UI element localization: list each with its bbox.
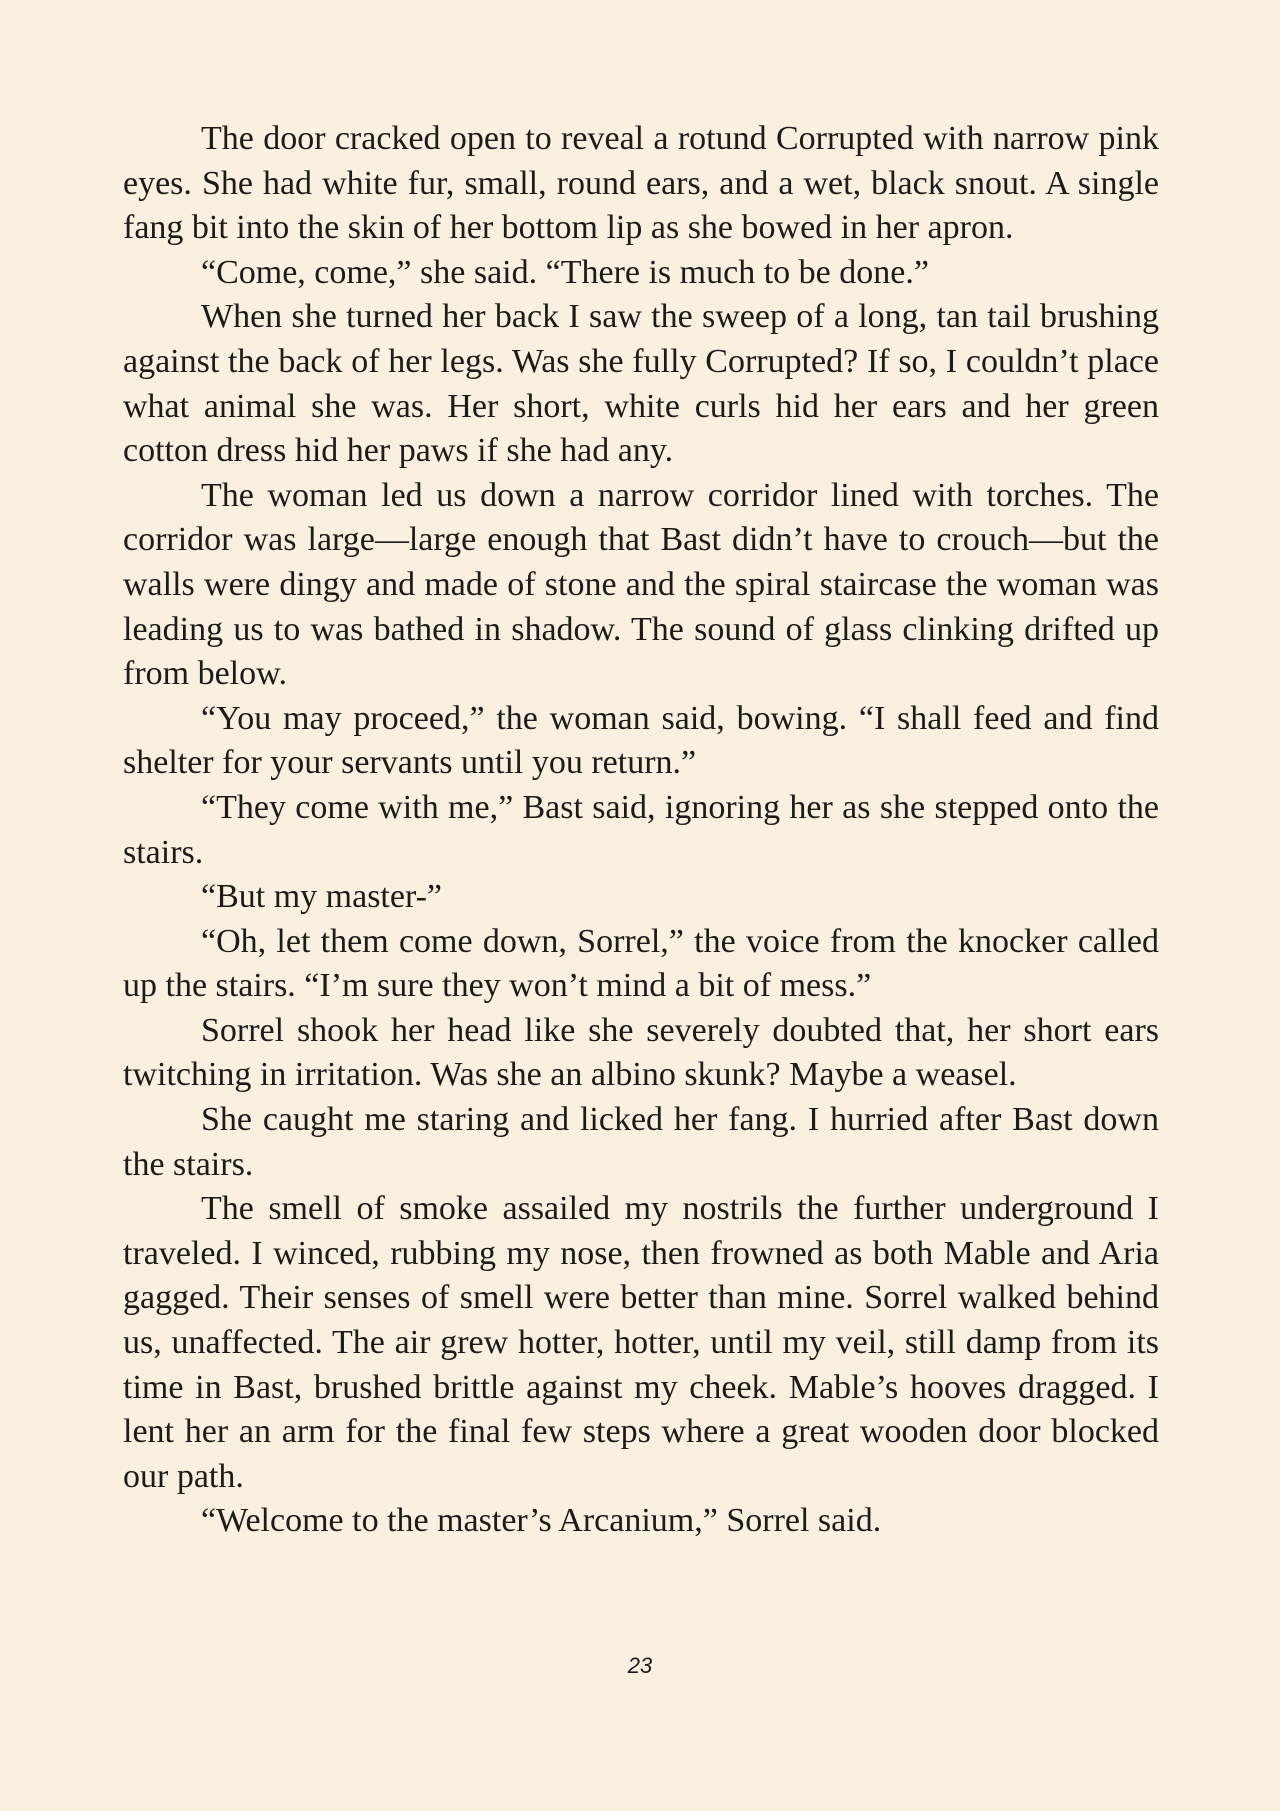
paragraph: “Oh, let them come down, Sorrel,” the voice from the knocker called up the stairs. “I’m sure they won’t mind a bit of mess.” <box>123 922 1159 1005</box>
body-text <box>123 117 1159 1544</box>
paragraph: “But my master-” <box>201 878 443 916</box>
paragraph: The smell of smoke assailed my nostrils the further underground I traveled. I winced, rubbing my nose, then frowned as both Mable and Aria gagged. Their senses of smell were better than mine. Sorrel walked behind us, unaffected. The air grew hotter, hotter, until my veil, still damp from its time in Bast, brushed brittle against my cheek. Mable’s hooves dragged. I lent her an arm for the final few steps where a great wooden door blocked our path. <box>123 1190 1159 1495</box>
paragraph: “You may proceed,” the woman said, bowing. “I shall feed and find shelter for your servants until you return.” <box>123 699 1159 782</box>
paragraph: The door cracked open to reveal a rotund Corrupted with narrow pink eyes. She had white fur, small, round ears, and a wet, black snout. A single fang bit into the skin of her bottom lip as she bowed in her apron. <box>123 120 1159 247</box>
paragraph: The woman led us down a narrow corridor lined with torches. The corridor was large—large enough that Bast didn’t have to crouch—but the walls were dingy and made of stone and the spiral staircase the woman was leading us to was bathed in shadow. The sound of glass clinking drifted up from below. <box>123 476 1159 693</box>
paragraph: “Welcome to the master’s Arcanium,” Sorrel said. <box>201 1502 882 1540</box>
paragraph: She caught me staring and licked her fang. I hurried after Bast down the stairs. <box>123 1101 1159 1183</box>
paragraph: Sorrel shook her head like she severely doubted that, her short ears twitching in irritation. Was she an albino skunk? Maybe a weasel. <box>123 1011 1159 1094</box>
paragraph: “They come with me,” Bast said, ignoring her as she stepped onto the stairs. <box>123 788 1159 871</box>
paragraph: When she turned her back I saw the sweep of a long, tan tail brushing against the back of her legs. Was she fully Corrupted? If so, I couldn’t place what animal she was. Her short, white curls hid her ears and her green cotton dress hid her paws if she had any. <box>123 298 1159 470</box>
page-number: 23 <box>627 1653 653 1678</box>
paragraph: “Come, come,” she said. “There is much to be done.” <box>201 253 929 291</box>
